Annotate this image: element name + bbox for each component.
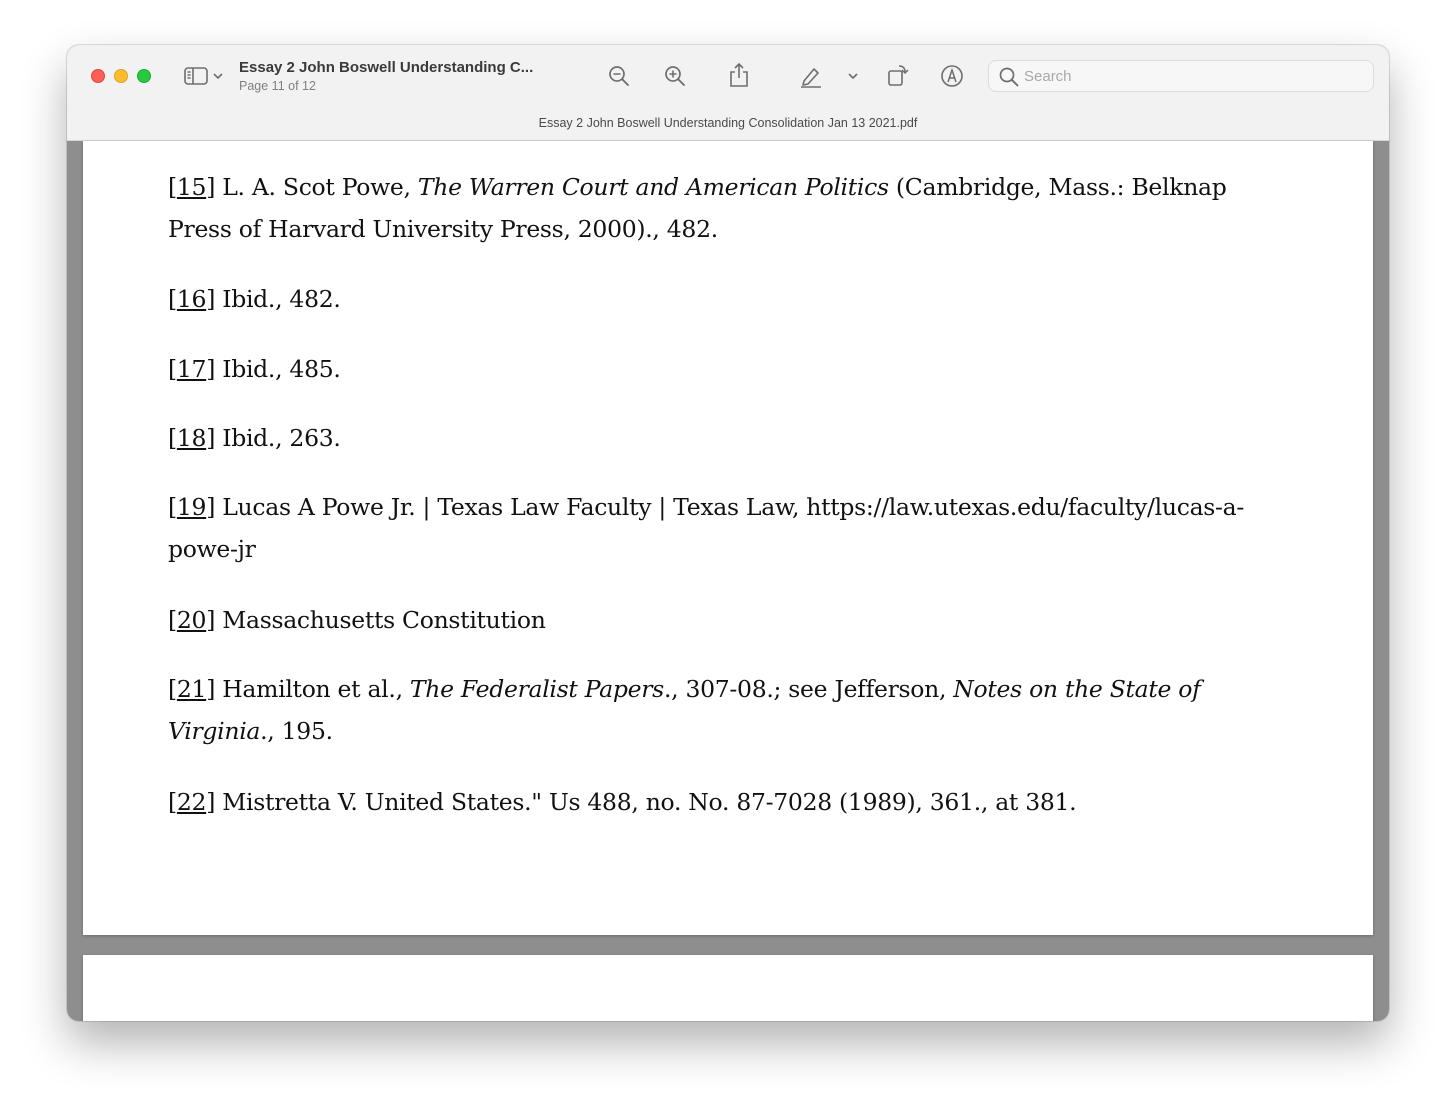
footnote-link[interactable]: 22 bbox=[176, 788, 207, 816]
preview-window bbox=[67, 45, 1389, 1021]
footnote-link[interactable]: 20 bbox=[176, 606, 207, 634]
search-icon bbox=[999, 67, 1019, 92]
sidebar-icon[interactable] bbox=[183, 65, 209, 87]
titlebar bbox=[67, 45, 1389, 141]
page-indicator: Page 11 of 12 bbox=[239, 79, 316, 93]
zoom-out-icon[interactable] bbox=[607, 64, 631, 88]
next-pdf-page bbox=[83, 955, 1373, 1021]
footnote: [18] Ibid., 263. bbox=[168, 424, 341, 452]
footnote-link[interactable]: 21 bbox=[176, 675, 207, 703]
footnote: [17] Ibid., 485. bbox=[168, 355, 341, 383]
chevron-down-icon[interactable] bbox=[211, 69, 225, 83]
footnote-link[interactable]: 16 bbox=[176, 285, 207, 313]
search-field[interactable] bbox=[988, 60, 1374, 92]
zoom-button[interactable] bbox=[137, 69, 151, 83]
footnote: [15] L. A. Scot Powe, The Warren Court and American Politics (Cambridge, Mass.: Belknap Press of Harvard University Press, 2000)., 482. bbox=[168, 173, 1227, 243]
document-title: Essay 2 John Boswell Understanding C... bbox=[239, 59, 534, 76]
footnote: [22] Mistretta V. United States." Us 488, no. No. 87-7028 (1989), 361., at 381. bbox=[168, 788, 1077, 816]
footnote: [20] Massachusetts Constitution bbox=[168, 606, 546, 634]
search-input[interactable] bbox=[1024, 61, 1364, 91]
footnote-link[interactable]: 18 bbox=[176, 424, 207, 452]
footnote-link[interactable]: 19 bbox=[176, 493, 207, 521]
chevron-down-icon[interactable] bbox=[846, 69, 860, 83]
footnote-link[interactable]: 15 bbox=[176, 173, 207, 201]
footnote: [16] Ibid., 482. bbox=[168, 285, 341, 313]
footnote: [19] Lucas A Powe Jr. | Texas Law Faculty | Texas Law, https://law.utexas.edu/faculty/lucas-a-powe-jr bbox=[168, 493, 1245, 563]
footnote: [21] Hamilton et al., The Federalist Papers., 307-08.; see Jefferson, Notes on the State of Virginia., 195. bbox=[168, 675, 1201, 745]
pdf-page bbox=[83, 141, 1373, 935]
share-icon[interactable] bbox=[727, 61, 751, 89]
rotate-icon[interactable] bbox=[885, 62, 911, 88]
close-button[interactable] bbox=[91, 69, 105, 83]
zoom-in-icon[interactable] bbox=[663, 64, 687, 88]
highlight-icon[interactable] bbox=[799, 63, 823, 89]
footnote-link[interactable]: 17 bbox=[176, 355, 207, 383]
markup-icon[interactable] bbox=[939, 63, 965, 89]
minimize-button[interactable] bbox=[114, 69, 128, 83]
file-name: Essay 2 John Boswell Understanding Consolidation Jan 13 2021.pdf bbox=[538, 116, 918, 130]
